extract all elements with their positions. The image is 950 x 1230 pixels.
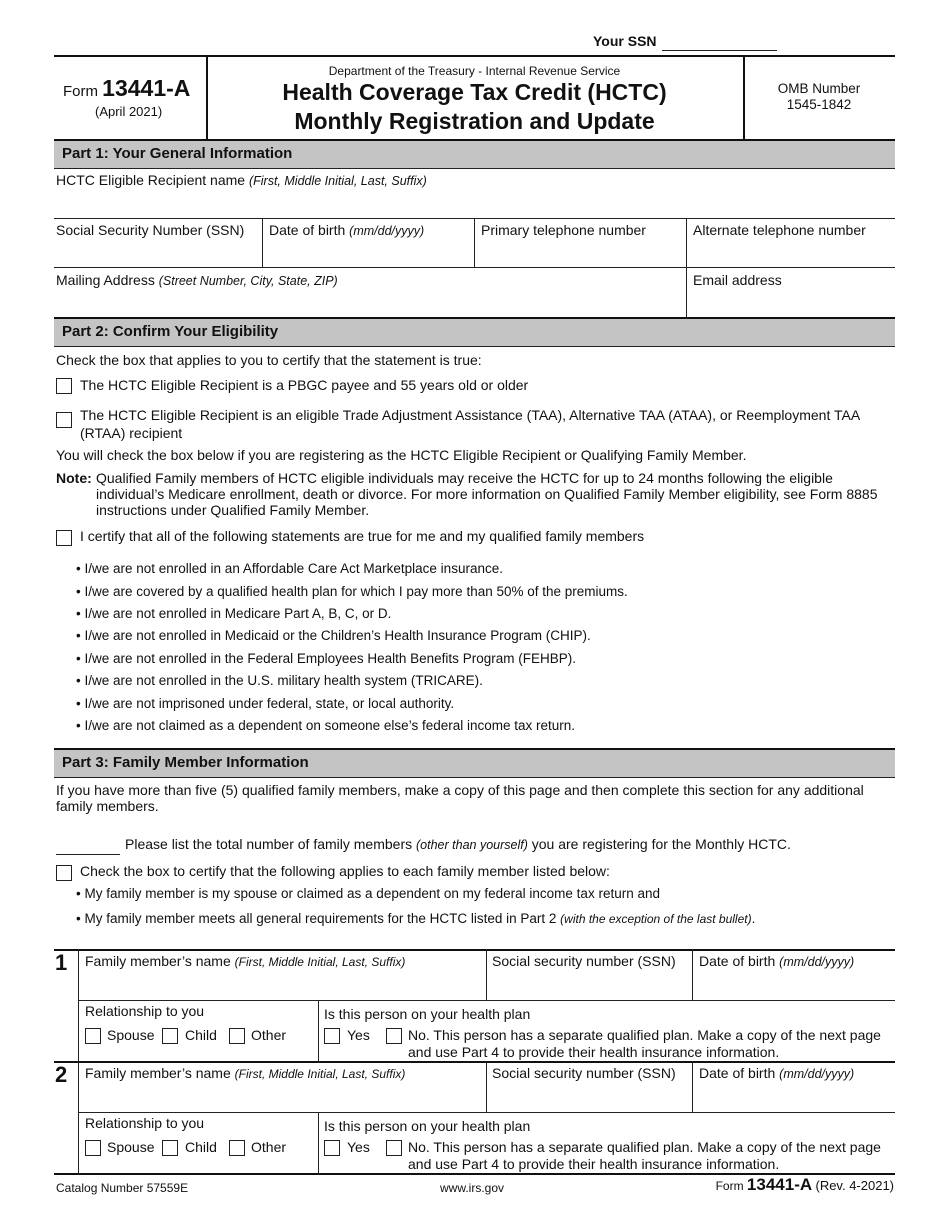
taa-label-line1: The HCTC Eligible Recipient is an eligible Trade Adjustment Assistance (TAA), Alternative TAA (ATAA), or Reemployment TAA — [80, 407, 861, 423]
plan-no-label-line2: and use Part 4 to provide their health insurance information. — [408, 1156, 780, 1172]
member-dob-field[interactable] — [699, 953, 854, 969]
spouse-checkbox[interactable] — [85, 1028, 101, 1044]
omb-label: OMB Number — [777, 81, 861, 96]
eligibility-bullet: • I/we are not imprisoned under federal, state, or local authority. — [76, 696, 455, 711]
part2-header — [54, 317, 895, 347]
recipient-name-label: HCTC Eligible Recipient name — [56, 172, 246, 188]
part3-intro-line2: family members. — [56, 798, 159, 814]
footer-revision: (Rev. 4-2021) — [815, 1178, 894, 1193]
form-number: 13441-A — [102, 75, 191, 101]
email-field[interactable]: Email address — [693, 272, 782, 288]
eligibility-bullet: • I/we are not enrolled in the Federal Employees Health Benefits Program (FEHBP). — [76, 651, 576, 666]
header-top-rule — [54, 55, 895, 57]
child-checkbox[interactable] — [162, 1140, 178, 1156]
plan-no-label-line2: and use Part 4 to provide their health insurance information. — [408, 1044, 780, 1060]
note-label: Note: — [56, 470, 92, 486]
family-count-input[interactable] — [56, 854, 120, 855]
member-name-hint: (First, Middle Initial, Last, Suffix) — [234, 955, 406, 969]
child-label: Child — [185, 1027, 217, 1043]
website: www.irs.gov — [440, 1181, 505, 1195]
other-label: Other — [251, 1139, 287, 1155]
mailing-address-field[interactable] — [56, 272, 338, 288]
dob-label: Date of birth — [269, 222, 346, 238]
family-bullet-hint: (with the exception of the last bullet) — [560, 912, 752, 926]
part3-heading: Part 3: Family Member Information — [62, 754, 309, 771]
plan-no-checkbox[interactable] — [386, 1028, 402, 1044]
plan-yes-checkbox[interactable] — [324, 1028, 340, 1044]
dob-field[interactable] — [269, 222, 424, 238]
part3-intro-line1: If you have more than five (5) qualified family members, make a copy of this page and then complete this section for any additional — [56, 782, 864, 798]
family-count-text-end: you are registering for the Monthly HCTC. — [531, 836, 791, 852]
health-plan-label: Is this person on your health plan — [324, 1006, 531, 1022]
member-name-field[interactable] — [85, 953, 405, 969]
plan-yes-checkbox[interactable] — [324, 1140, 340, 1156]
part2-intro: Check the box that applies to you to certify that the statement is true: — [56, 352, 482, 368]
eligibility-bullet: • I/we are not enrolled in Medicaid or the Children’s Health Insurance Program (CHIP). — [76, 628, 591, 643]
part3-header — [54, 748, 895, 778]
member-dob-label: Date of birth — [699, 953, 776, 969]
plan-no-checkbox[interactable] — [386, 1140, 402, 1156]
catalog-number: Catalog Number 57559E — [56, 1181, 189, 1195]
eligibility-bullet: • I/we are not enrolled in an Affordable Care Act Marketplace insurance. — [76, 561, 503, 576]
spouse-label: Spouse — [107, 1027, 155, 1043]
member-ssn-field[interactable]: Social security number (SSN) — [492, 1065, 676, 1081]
other-label: Other — [251, 1027, 287, 1043]
member-name-hint: (First, Middle Initial, Last, Suffix) — [234, 1067, 406, 1081]
spouse-label: Spouse — [107, 1139, 155, 1155]
form-date: (April 2021) — [95, 104, 163, 119]
member-number: 1 — [55, 950, 68, 975]
top-ssn-input[interactable] — [662, 50, 777, 51]
family-bullet — [76, 911, 755, 926]
pbgc-label: The HCTC Eligible Recipient is a PBGC payee and 55 years old or older — [80, 377, 529, 393]
family-bullet-end: . — [751, 911, 756, 926]
plan-no-label-line1: No. This person has a separate qualified plan. Make a copy of the next page — [408, 1139, 881, 1155]
member-dob-field[interactable] — [699, 1065, 854, 1081]
taa-label-line2: (RTAA) recipient — [80, 425, 183, 441]
other-checkbox[interactable] — [229, 1028, 245, 1044]
eligibility-bullet: • I/we are covered by a qualified health plan for which I pay more than 50% of the premiums. — [76, 584, 628, 599]
check-below-text: You will check the box below if you are registering as the HCTC Eligible Recipient or Qualifying Family Member. — [56, 447, 747, 463]
certify-checkbox[interactable] — [56, 530, 72, 546]
family-bullet-text: • My family member meets all general requirements for the HCTC listed in Part 2 — [76, 911, 557, 926]
spouse-checkbox[interactable] — [85, 1140, 101, 1156]
taa-checkbox[interactable] — [56, 412, 72, 428]
member-number: 2 — [55, 1062, 68, 1087]
form-title-line2: Monthly Registration and Update — [294, 108, 655, 134]
family-certify-label: Check the box to certify that the following applies to each family member listed below: — [80, 863, 610, 879]
member-ssn-field[interactable]: Social security number (SSN) — [492, 953, 676, 969]
relationship-label: Relationship to you — [85, 1003, 205, 1019]
mailing-address-label: Mailing Address — [56, 272, 155, 288]
footer-form-number: 13441-A — [746, 1175, 813, 1194]
note-line2: individual’s Medicare enrollment, death or divorce. For more information on Qualified Family Member eligibility, see Form 8885 — [96, 486, 878, 502]
plan-yes-label: Yes — [347, 1027, 370, 1043]
family-bullet: • My family member is my spouse or claimed as a dependent on my federal income tax return and — [76, 886, 660, 901]
family-count-text: Please list the total number of family members — [125, 836, 413, 852]
dob-hint: (mm/dd/yyyy) — [349, 224, 425, 238]
eligibility-bullet: • I/we are not enrolled in the U.S. military health system (TRICARE). — [76, 673, 483, 688]
eligibility-bullet: • I/we are not claimed as a dependent on someone else’s federal income tax return. — [76, 718, 576, 733]
child-checkbox[interactable] — [162, 1028, 178, 1044]
primary-phone-field[interactable]: Primary telephone number — [481, 222, 646, 238]
note-line1: Qualified Family members of HCTC eligible individuals may receive the HCTC for up to 24 months following the eligible — [96, 470, 833, 486]
recipient-name-field[interactable] — [56, 172, 427, 188]
pbgc-checkbox[interactable] — [56, 378, 72, 394]
mailing-address-hint: (Street Number, City, State, ZIP) — [158, 274, 338, 288]
plan-yes-label: Yes — [347, 1139, 370, 1155]
footer-form-prefix: Form — [715, 1179, 744, 1193]
health-plan-label: Is this person on your health plan — [324, 1118, 531, 1134]
part2-heading: Part 2: Confirm Your Eligibility — [62, 323, 279, 340]
part1-header — [54, 139, 895, 169]
note-line3: instructions under Qualified Family Member. — [96, 502, 370, 518]
part1-heading: Part 1: Your General Information — [62, 145, 293, 162]
footer-form-id — [716, 1175, 894, 1195]
child-label: Child — [185, 1139, 217, 1155]
family-certify-checkbox[interactable] — [56, 865, 72, 881]
top-ssn-label: Your SSN — [593, 33, 657, 49]
member-dob-hint: (mm/dd/yyyy) — [779, 955, 855, 969]
alternate-phone-field[interactable]: Alternate telephone number — [693, 222, 866, 238]
relationship-label: Relationship to you — [85, 1115, 205, 1131]
family-count-hint: (other than yourself) — [416, 838, 528, 852]
member-name-label: Family member’s name — [85, 953, 231, 969]
omb-number: 1545-1842 — [786, 97, 852, 112]
ssn-field[interactable]: Social Security Number (SSN) — [56, 222, 245, 238]
member-dob-label: Date of birth — [699, 1065, 776, 1081]
member-name-field[interactable] — [85, 1065, 405, 1081]
eligibility-bullet: • I/we are not enrolled in Medicare Part A, B, C, or D. — [76, 606, 392, 621]
recipient-name-hint: (First, Middle Initial, Last, Suffix) — [248, 174, 427, 188]
member-name-label: Family member’s name — [85, 1065, 231, 1081]
family-count-label — [125, 836, 791, 852]
department: Department of the Treasury - Internal Revenue Service — [328, 64, 621, 78]
plan-no-label-line1: No. This person has a separate qualified plan. Make a copy of the next page — [408, 1027, 881, 1043]
form-id — [63, 75, 190, 102]
member-dob-hint: (mm/dd/yyyy) — [779, 1067, 855, 1081]
certify-label: I certify that all of the following statements are true for me and my qualified family members — [80, 528, 645, 544]
form-prefix: Form — [63, 83, 98, 100]
other-checkbox[interactable] — [229, 1140, 245, 1156]
form-title-line1: Health Coverage Tax Credit (HCTC) — [282, 79, 667, 105]
